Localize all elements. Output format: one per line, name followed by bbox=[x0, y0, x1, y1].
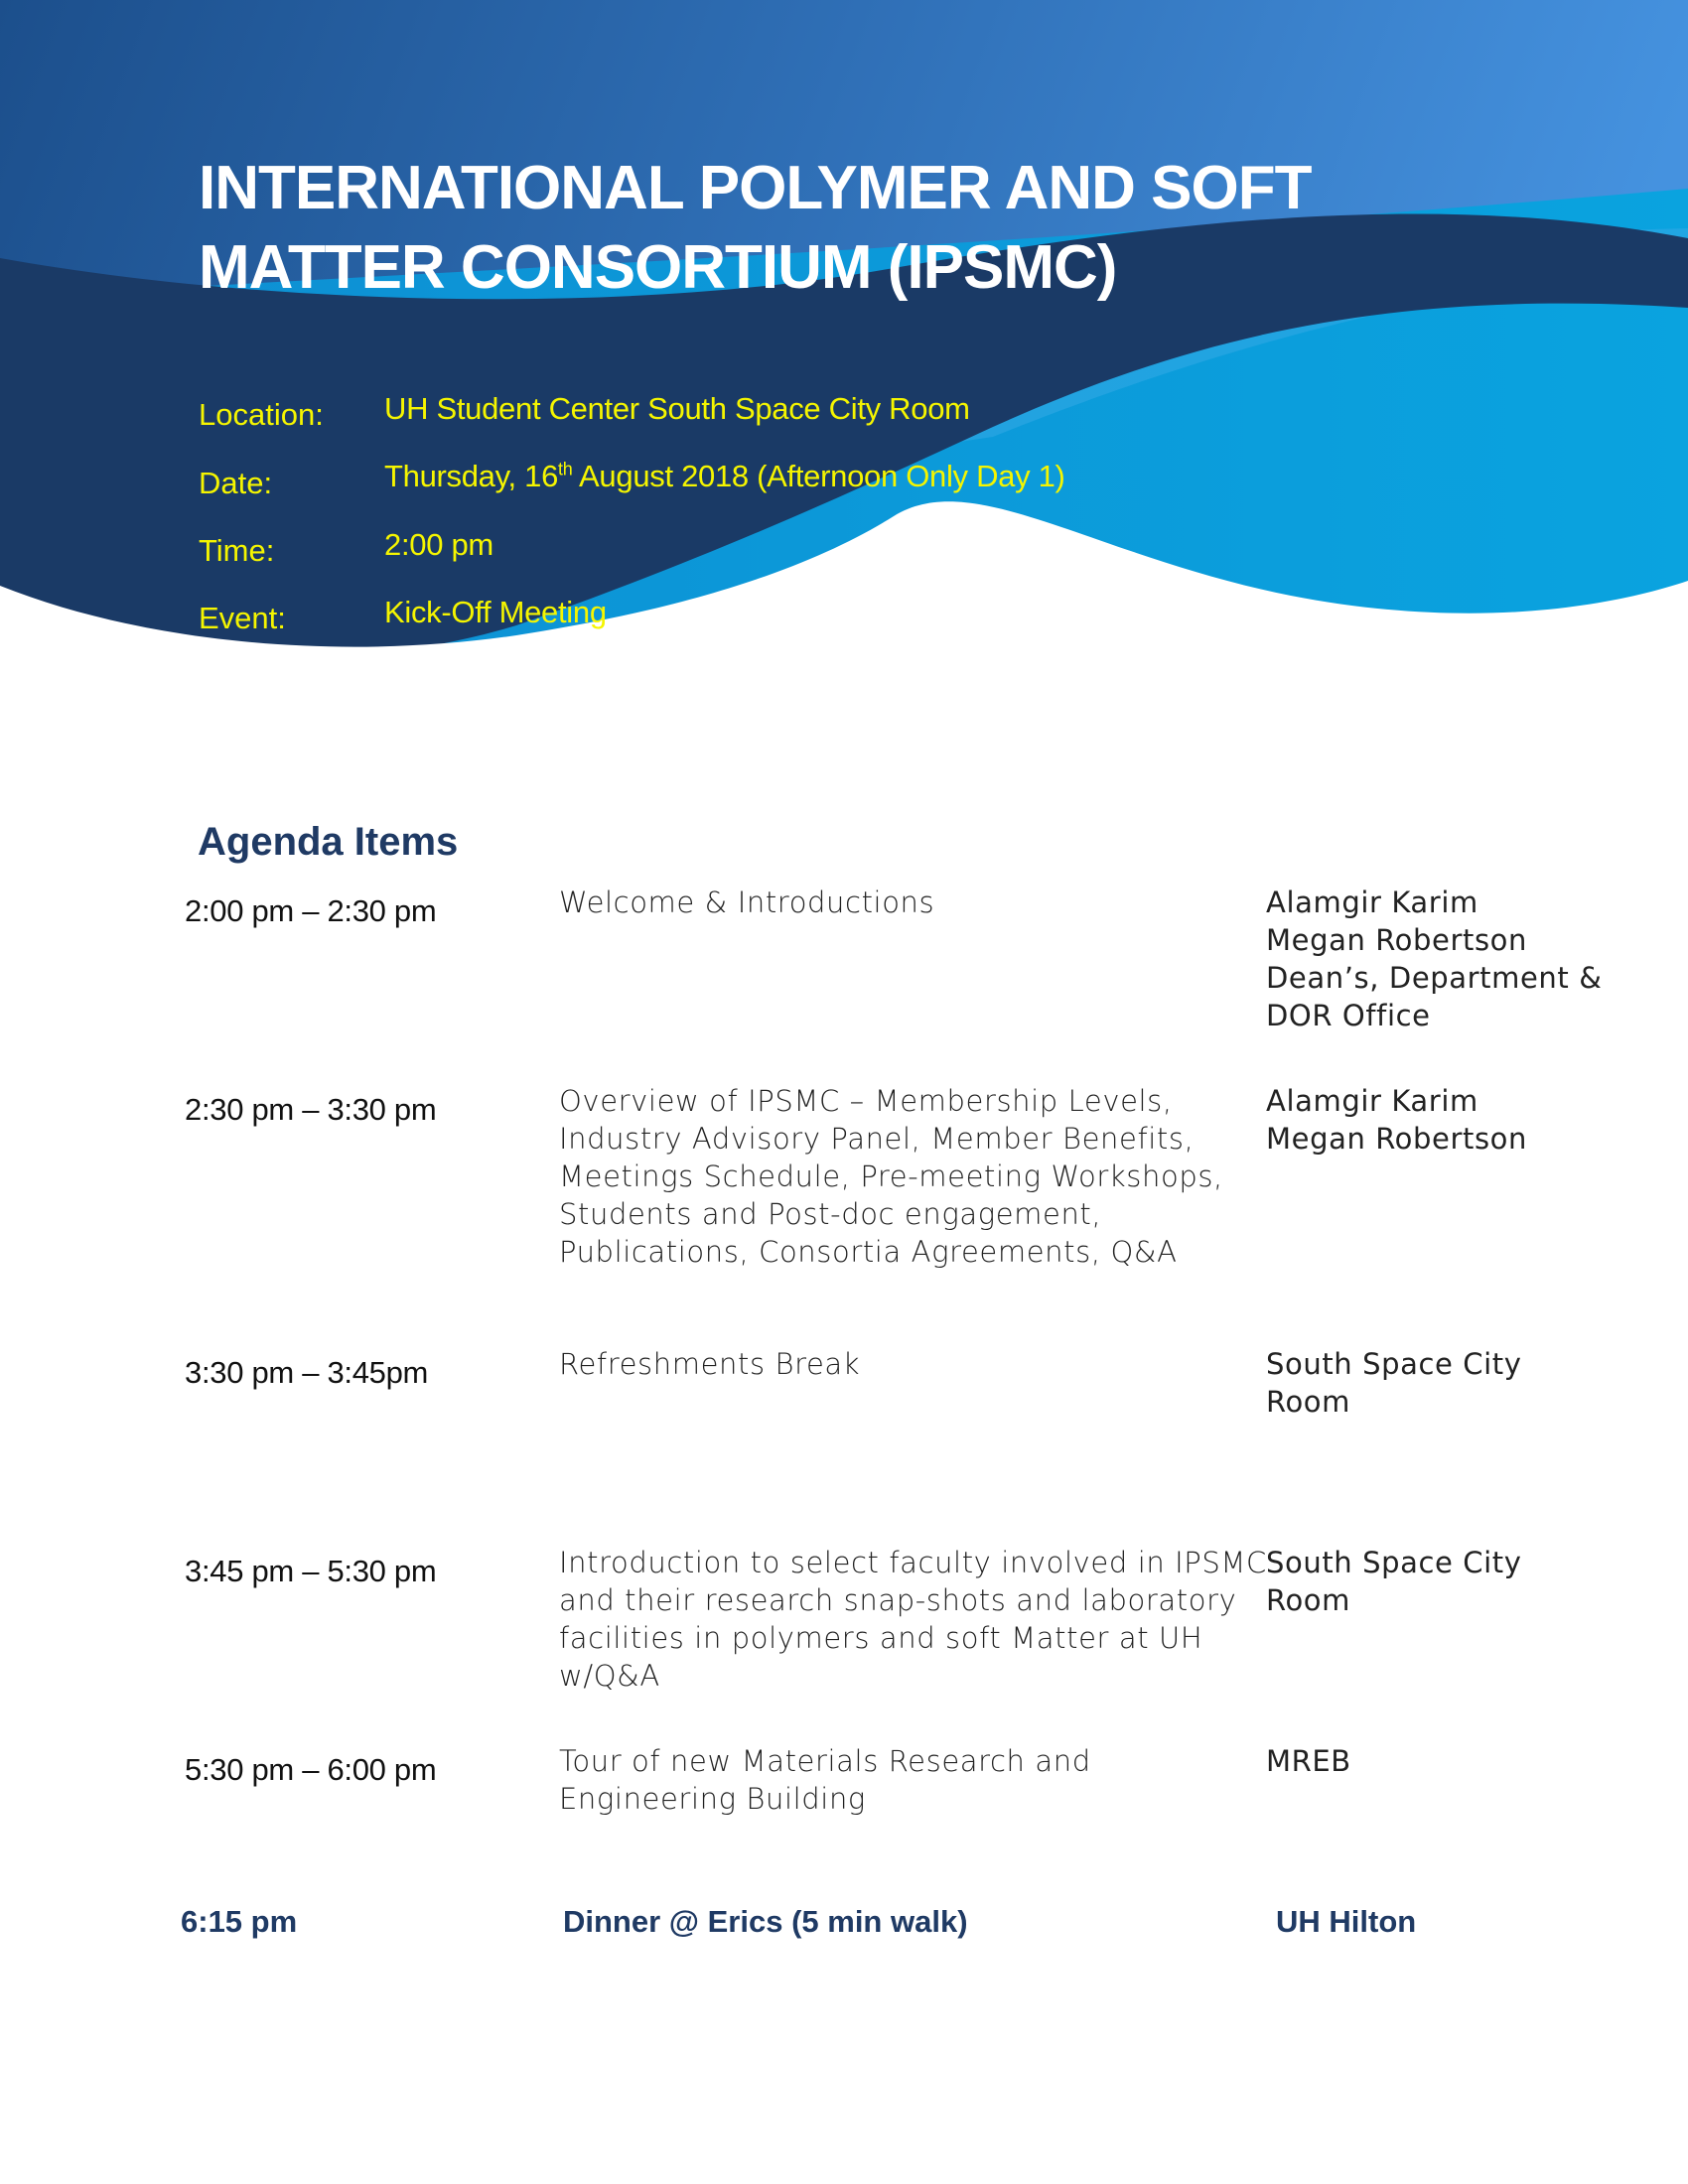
location-label: Location: bbox=[199, 397, 324, 432]
description-line: Engineering Building bbox=[559, 1782, 866, 1816]
agenda-heading: Agenda Items bbox=[198, 820, 459, 864]
agenda-time: 2:30 pm – 3:30 pm bbox=[185, 1092, 437, 1127]
agenda-description bbox=[559, 884, 1244, 921]
date-value bbox=[384, 459, 1065, 494]
agenda-description bbox=[559, 1742, 1244, 1818]
dinner-time: 6:15 pm bbox=[181, 1904, 298, 1939]
presenter-line: South Space City bbox=[1266, 1546, 1522, 1579]
presenter-line: Alamgir Karim bbox=[1266, 1084, 1478, 1118]
agenda-presenters bbox=[1266, 1544, 1663, 1619]
description-line: Welcome & Introductions bbox=[559, 886, 935, 919]
time-label: Time: bbox=[199, 533, 275, 568]
header-banner bbox=[0, 0, 1688, 695]
description-line: Introduction to select faculty involved in IPSMC bbox=[559, 1546, 1267, 1579]
presenter-line: Megan Robertson bbox=[1266, 923, 1528, 957]
event-value: Kick-Off Meeting bbox=[384, 595, 607, 629]
agenda-time: 3:45 pm – 5:30 pm bbox=[185, 1554, 437, 1588]
presenter-line: Megan Robertson bbox=[1266, 1122, 1528, 1156]
presenter-line: Alamgir Karim bbox=[1266, 886, 1478, 919]
description-line: Publications, Consortia Agreements, Q&A bbox=[559, 1235, 1178, 1269]
description-line: w/Q&A bbox=[559, 1659, 660, 1693]
description-line: Tour of new Materials Research and bbox=[559, 1744, 1091, 1778]
date-label: Date: bbox=[199, 466, 273, 500]
agenda-presenters bbox=[1266, 1345, 1663, 1421]
presenter-line: South Space City bbox=[1266, 1347, 1522, 1381]
presenter-line: Room bbox=[1266, 1385, 1350, 1419]
agenda-description bbox=[559, 1345, 1244, 1383]
presenter-line: MREB bbox=[1266, 1744, 1351, 1778]
description-line: Students and Post-doc engagement, bbox=[559, 1197, 1102, 1231]
description-line: Refreshments Break bbox=[559, 1347, 861, 1381]
date-value-ordinal: th bbox=[558, 459, 573, 479]
time-value: 2:00 pm bbox=[384, 527, 493, 562]
agenda-description bbox=[559, 1544, 1267, 1695]
event-label: Event: bbox=[199, 601, 286, 635]
agenda-presenters bbox=[1266, 1742, 1663, 1780]
date-value-rest: August 2018 (Afternoon Only Day 1) bbox=[572, 459, 1065, 493]
location-value: UH Student Center South Space City Room bbox=[384, 391, 970, 426]
date-value-day: Thursday, 16 bbox=[384, 459, 559, 493]
description-line: Overview of IPSMC – Membership Levels, bbox=[559, 1084, 1173, 1118]
description-line: Industry Advisory Panel, Member Benefits, bbox=[559, 1122, 1195, 1156]
agenda-time: 3:30 pm – 3:45pm bbox=[185, 1355, 429, 1390]
agenda-description bbox=[559, 1082, 1244, 1271]
page-title bbox=[199, 149, 1489, 308]
presenter-line: Dean’s, Department & bbox=[1266, 961, 1603, 995]
presenter-line: Room bbox=[1266, 1583, 1350, 1617]
agenda-presenters bbox=[1266, 1082, 1663, 1158]
description-line: facilities in polymers and soft Matter at UH bbox=[559, 1621, 1203, 1655]
dinner-description: Dinner @ Erics (5 min walk) bbox=[563, 1904, 968, 1939]
agenda-presenters bbox=[1266, 884, 1663, 1034]
dinner-location: UH Hilton bbox=[1276, 1904, 1417, 1939]
title-line-2: MATTER CONSORTIUM (IPSMC) bbox=[199, 233, 1117, 302]
presenter-line: DOR Office bbox=[1266, 999, 1431, 1032]
agenda-time: 5:30 pm – 6:00 pm bbox=[185, 1752, 437, 1787]
agenda-time: 2:00 pm – 2:30 pm bbox=[185, 893, 437, 928]
description-line: and their research snap-shots and laboratory bbox=[559, 1583, 1237, 1617]
title-line-1: INTERNATIONAL POLYMER AND SOFT bbox=[199, 154, 1312, 222]
description-line: Meetings Schedule, Pre-meeting Workshops, bbox=[559, 1160, 1223, 1193]
